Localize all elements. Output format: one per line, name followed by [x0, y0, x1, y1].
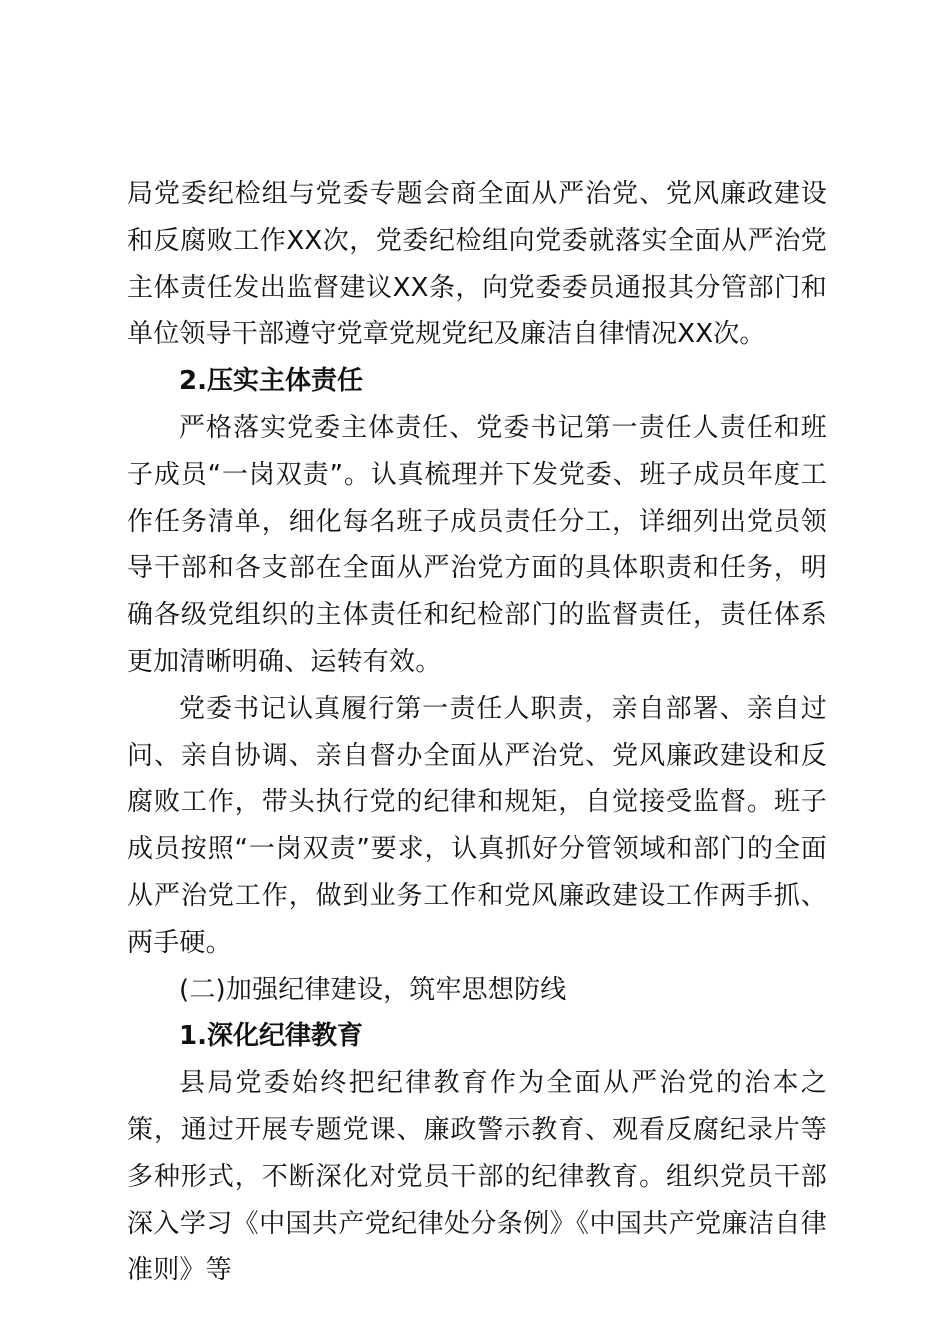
paragraph-oversight-summary: 局党委纪检组与党委专题会商全面从严治党、党风廉政建设和反腐败工作XX次，党委纪检组向党委就落实全面从严治党主体责任发出监督建议XX条，向党委委员通报其分管部门和单位领导干部遵守党章党规党纪及廉洁自律情况XX次。 [127, 179, 827, 350]
section-heading-discipline-education: 1.深化纪律教育 [179, 1021, 363, 1052]
paragraph-discipline-education: 县局党委始终把纪律教育作为全面从严治党的治本之策，通过开展专题党课、廉政警示教育、观看反腐纪录片等多种形式，不断深化对党员干部的纪律教育。组织党员干部深入学习《中国共产党纪律处分条例》《中国共产党廉洁自律准则》等 [127, 1068, 827, 1286]
section-heading-main-responsibility: 2.压实主体责任 [179, 366, 363, 397]
subsection-title-discipline-building: (二)加强纪律建设，筑牢思想防线 [179, 974, 567, 1005]
document-body [127, 171, 827, 1294]
paragraph-responsibility-implementation: 严格落实党委主体责任、党委书记第一责任人责任和班子成员“一岗双责”。认真梳理并下发党委、班子成员年度工作任务清单，细化每名班子成员责任分工，详细列出党员领导干部和各支部在全面从严治党方面的具体职责和任务，明确各级党组织的主体责任和纪检部门的监督责任，责任体系更加清晰明确、运转有效。 [127, 412, 827, 677]
paragraph-secretary-duties: 党委书记认真履行第一责任人职责，亲自部署、亲自过问、亲自协调、亲自督办全面从严治党、党风廉政建设和反腐败工作，带头执行党的纪律和规矩，自觉接受监督。班子成员按照“一岗双责”要求，认真抓好分管领域和部门的全面从严治党工作，做到业务工作和党风廉政建设工作两手抓、两手硬。 [127, 693, 827, 958]
